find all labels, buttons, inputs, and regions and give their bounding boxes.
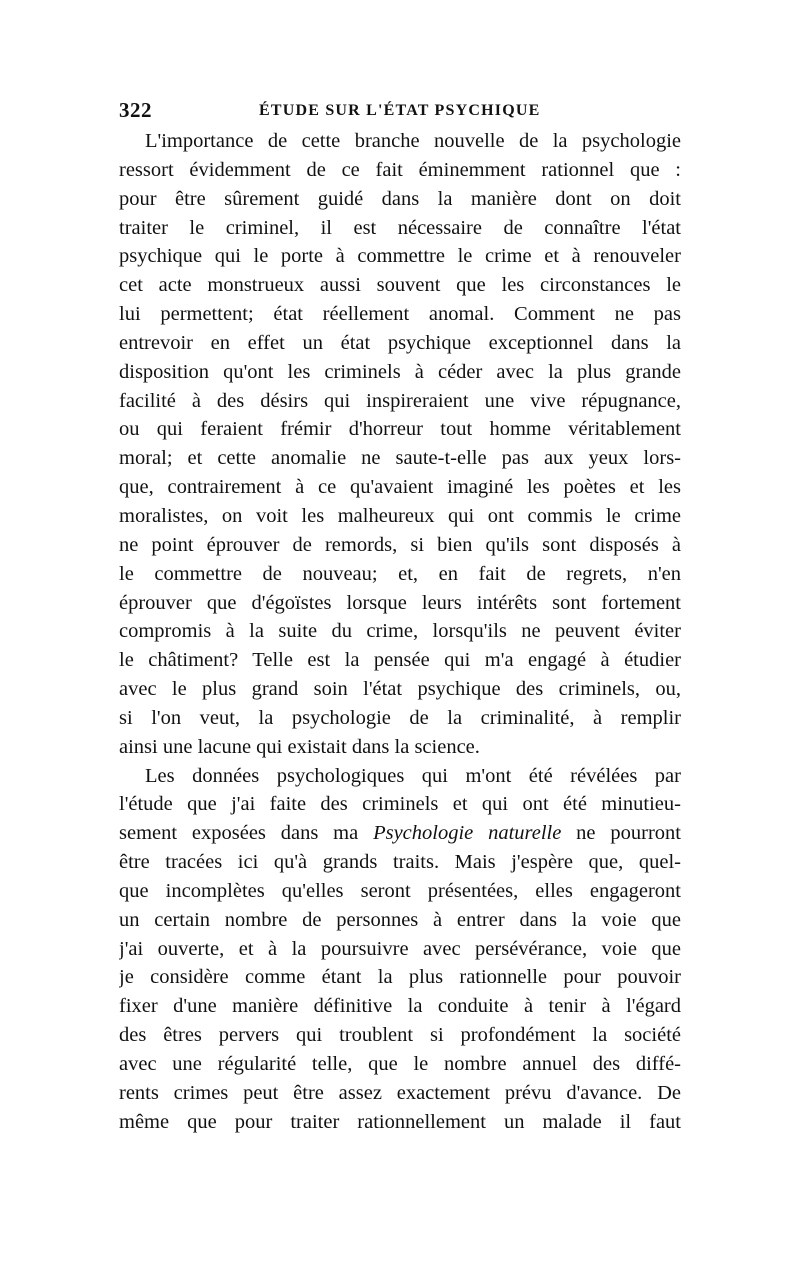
text-line: facilité à des désirs qui inspireraient une vive répugnance, bbox=[119, 389, 681, 412]
text-line: je considère comme étant la plus rationnelle pour pouvoir bbox=[119, 966, 681, 989]
text-line: éprouver que d'égoïstes lorsque leurs intérêts sont fortement bbox=[119, 591, 681, 614]
text-line: traiter le criminel, il est nécessaire de connaître l'état bbox=[119, 216, 681, 239]
text-line: ou qui feraient frémir d'horreur tout homme véritablement bbox=[119, 418, 681, 441]
text-line: ne point éprouver de remords, si bien qu'ils sont disposés à bbox=[119, 533, 681, 556]
text-line: l'étude que j'ai faite des criminels et qui ont été minutieu- bbox=[119, 793, 681, 816]
text-line: si l'on veut, la psychologie de la criminalité, à remplir bbox=[119, 706, 681, 729]
text-line: j'ai ouverte, et à la poursuivre avec persévérance, voie que bbox=[119, 937, 681, 960]
text-line: cet acte monstrueux aussi souvent que les circonstances le bbox=[119, 274, 681, 297]
text-line: que, contrairement à ce qu'avaient imaginé les poètes et les bbox=[119, 476, 681, 499]
text-line: entrevoir en effet un état psychique exceptionnel dans la bbox=[119, 331, 681, 354]
text-line: moral; et cette anomalie ne saute-t-elle pas aux yeux lors- bbox=[119, 447, 681, 470]
text-line: moralistes, on voit les malheureux qui ont commis le crime bbox=[119, 504, 681, 527]
text-line: pour être sûrement guidé dans la manière dont on doit bbox=[119, 187, 681, 210]
text-line: avec une régularité telle, que le nombre annuel des diffé- bbox=[119, 1053, 681, 1075]
text-line: compromis à la suite du crime, lorsqu'ils ne peuvent éviter bbox=[119, 620, 681, 643]
text-line: même que pour traiter rationnellement un malade il faut bbox=[119, 1110, 681, 1133]
text-line: avec le plus grand soin l'état psychique des criminels, ou, bbox=[119, 678, 681, 701]
page-number: 322 bbox=[119, 98, 152, 122]
body-text bbox=[119, 127, 681, 1137]
text-segment: ne pourront bbox=[561, 822, 681, 845]
paragraph-1 bbox=[119, 127, 681, 762]
text-line: disposition qu'ont les criminels à céder avec la plus grande bbox=[119, 360, 681, 383]
paragraph-2 bbox=[119, 762, 681, 1137]
text-segment: sement exposées dans ma bbox=[119, 822, 374, 845]
text-line: que incomplètes qu'elles seront présentées, elles engageront bbox=[119, 879, 681, 902]
text-line: rents crimes peut être assez exactement prévu d'avance. De bbox=[119, 1081, 681, 1104]
page-header bbox=[119, 96, 681, 126]
text-line: être tracées ici qu'à grands traits. Mais j'espère que, quel- bbox=[119, 851, 681, 874]
text-line-with-book-title bbox=[119, 819, 681, 848]
text-line: ressort évidemment de ce fait éminemment rationnel que : bbox=[119, 158, 681, 181]
text-line: lui permettent; état réellement anomal. Comment ne pas bbox=[119, 303, 681, 326]
text-line: psychique qui le porte à commettre le crime et à renouveler bbox=[119, 245, 681, 268]
text-line: L'importance de cette branche nouvelle de la psychologie bbox=[145, 130, 681, 152]
running-title: ÉTUDE SUR L'ÉTAT PSYCHIQUE bbox=[259, 102, 541, 119]
text-line: le châtiment? Telle est la pensée qui m'a engagé à étudier bbox=[119, 649, 681, 672]
text-line: un certain nombre de personnes à entrer dans la voie que bbox=[119, 908, 681, 931]
text-line: Les données psychologiques qui m'ont été révélées par bbox=[145, 764, 681, 787]
text-line: le commettre de nouveau; et, en fait de regrets, n'en bbox=[119, 562, 681, 585]
book-title: Psychologie naturelle bbox=[373, 822, 562, 845]
text-line: ainsi une lacune qui existait dans la science. bbox=[119, 735, 480, 758]
text-line: des êtres pervers qui troublent si profondément la société bbox=[119, 1024, 681, 1047]
text-line: fixer d'une manière définitive la conduite à tenir à l'égard bbox=[119, 995, 681, 1018]
